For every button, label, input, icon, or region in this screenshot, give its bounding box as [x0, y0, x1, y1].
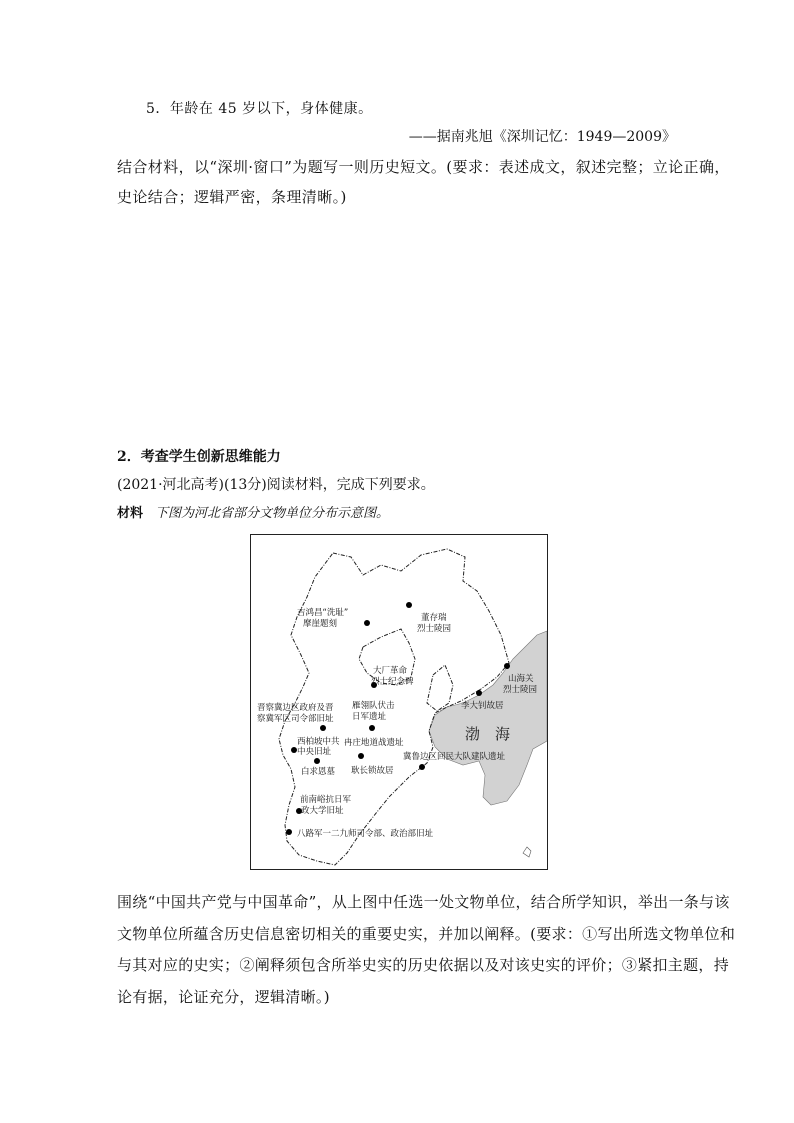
question-line: 与其对应的史实；②阐释须包含所举史实的历史依据以及对该史实的评价；③紧扣主题，持	[117, 956, 730, 974]
map-svg	[251, 535, 547, 869]
site-label: 晋察冀边区政府及晋	[257, 703, 334, 713]
site-label: 吉鸿昌“洗耻”	[297, 608, 349, 618]
island-mark	[523, 847, 531, 857]
site-label: 雁翎队伏击	[352, 701, 395, 711]
task-text	[117, 152, 730, 212]
site-label: 八路军一二九师司令部、政治部旧址	[297, 829, 434, 839]
question-source: (2021·河北高考)(13分)阅读材料，完成下列要求。	[117, 477, 435, 493]
site-dot	[476, 690, 482, 696]
site-label: 西柏坡中共	[297, 737, 340, 747]
task-line: 结合材料，以“深圳·窗口”为题写一则历史短文。(要求：表述成文，叙述完整；立论正确，	[117, 158, 730, 176]
site-label: 烈士纪念碑	[371, 677, 414, 687]
site-dot	[364, 620, 370, 626]
material-text: 下图为河北省部分文物单位分布示意图。	[155, 506, 390, 521]
site-label: 冀鲁边区回民大队建队遗址	[403, 752, 506, 762]
material-label: 材料	[117, 506, 144, 521]
sea-area	[429, 631, 547, 805]
site-label: 烈士陵园	[503, 685, 538, 695]
site-label: 白求恩墓	[301, 767, 336, 777]
enclave-outline-2	[427, 665, 453, 711]
site-label: 日军遗址	[352, 712, 387, 722]
site-label: 大厂革命	[373, 666, 408, 676]
site-dot	[320, 725, 326, 731]
site-label: 察冀军区司令部旧址	[257, 714, 334, 724]
question-line: 围绕“中国共产党与中国革命”，从上图中任选一处文物单位，结合所学知识，举出一条与该	[117, 893, 730, 911]
site-dot	[286, 829, 292, 835]
site-dot	[314, 758, 320, 764]
site-label: 耿长锁故居	[351, 766, 394, 776]
sea-label-2: 海	[495, 725, 511, 743]
source-citation: ——据南兆旭《深圳记忆：1949—2009》	[408, 129, 676, 145]
question-text	[117, 887, 735, 1013]
task-line: 史论结合；逻辑严密，条理清晰。)	[117, 188, 347, 206]
material-caption	[117, 502, 389, 521]
site-label: 摩崖题刻	[303, 619, 338, 629]
site-label: 中央旧址	[297, 747, 332, 757]
site-dot	[419, 764, 425, 770]
question-line: 论有据，论证充分，逻辑清晰。)	[117, 987, 330, 1006]
sea-label-1: 渤	[465, 725, 481, 743]
site-dot	[369, 725, 375, 731]
site-label: 前南峪抗日军	[300, 795, 352, 805]
question-line: 文物单位所蕴含历史信息密切相关的重要史实，并加以阐释。(要求：①写出所选文物单位和	[117, 924, 736, 943]
site-label: 烈士陵园	[417, 624, 452, 634]
item-5: 5．年龄在 45 岁以下，身体健康。	[146, 101, 373, 117]
site-label: 山海关	[508, 674, 534, 684]
hebei-map	[250, 534, 548, 870]
site-dot	[504, 663, 510, 669]
section-heading: 2．考查学生创新思维能力	[117, 449, 281, 465]
site-label: 董存瑞	[421, 613, 447, 623]
site-dot	[358, 753, 364, 759]
site-dot	[406, 602, 412, 608]
site-label: 冉庄地道战遗址	[344, 738, 404, 748]
site-label: 李大钊故居	[461, 701, 504, 711]
site-label: 政大学旧址	[301, 806, 344, 816]
